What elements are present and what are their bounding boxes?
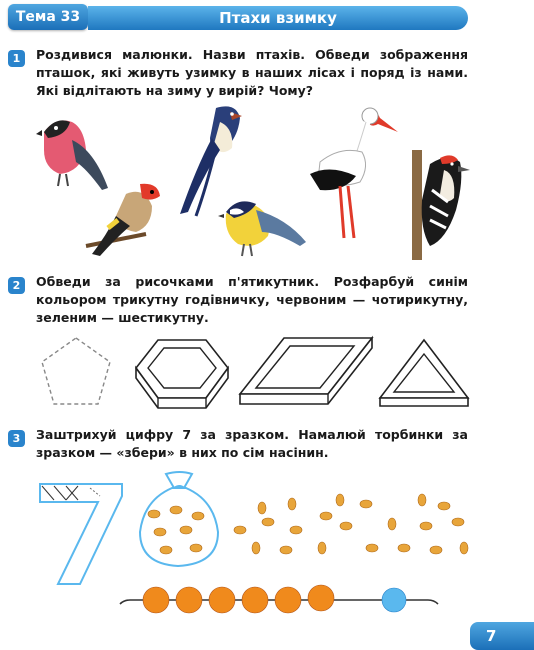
page-number: 7 <box>470 622 534 650</box>
stork-icon[interactable] <box>300 102 400 244</box>
topic-label: Тема 33 <box>8 4 88 30</box>
task-text-3: Заштрихуй цифру 7 за зразком. Намалюй торбинки за зразком — «збери» в них по сім насінин. <box>36 427 468 460</box>
hexagonal-feeder-icon[interactable] <box>130 334 230 412</box>
page-title: Птахи взимку <box>88 6 468 30</box>
task-text-1: Роздивися малюнки. Назви птахів. Обведи зображення пташок, які живуть узимку в наших лісах і поряд із нами. Які відлітають на зиму у вирій? Чому? <box>36 47 468 98</box>
task-number-2: 2 <box>8 277 25 294</box>
woodpecker-icon[interactable] <box>408 150 472 260</box>
task-number-1: 1 <box>8 50 25 67</box>
task-text-2: Обведи за рисочками п'ятикутник. Розфарбуй синім кольором трикутну годівничку, червоним — чотирикутну, зеленим — шестикутну. <box>36 274 468 325</box>
goldfinch-icon[interactable] <box>86 176 176 261</box>
pentagon-trace-icon[interactable] <box>38 334 114 408</box>
seed-bag-icon[interactable] <box>136 470 222 570</box>
triangular-feeder-icon[interactable] <box>376 336 472 410</box>
tit-icon[interactable] <box>216 192 308 262</box>
seeds-scatter-icon[interactable] <box>226 486 474 560</box>
task-number-3: 3 <box>8 430 25 447</box>
bead-string-icon[interactable] <box>118 582 440 618</box>
digit-seven-outline-icon[interactable] <box>36 480 132 590</box>
rhombus-feeder-icon[interactable] <box>236 334 376 412</box>
